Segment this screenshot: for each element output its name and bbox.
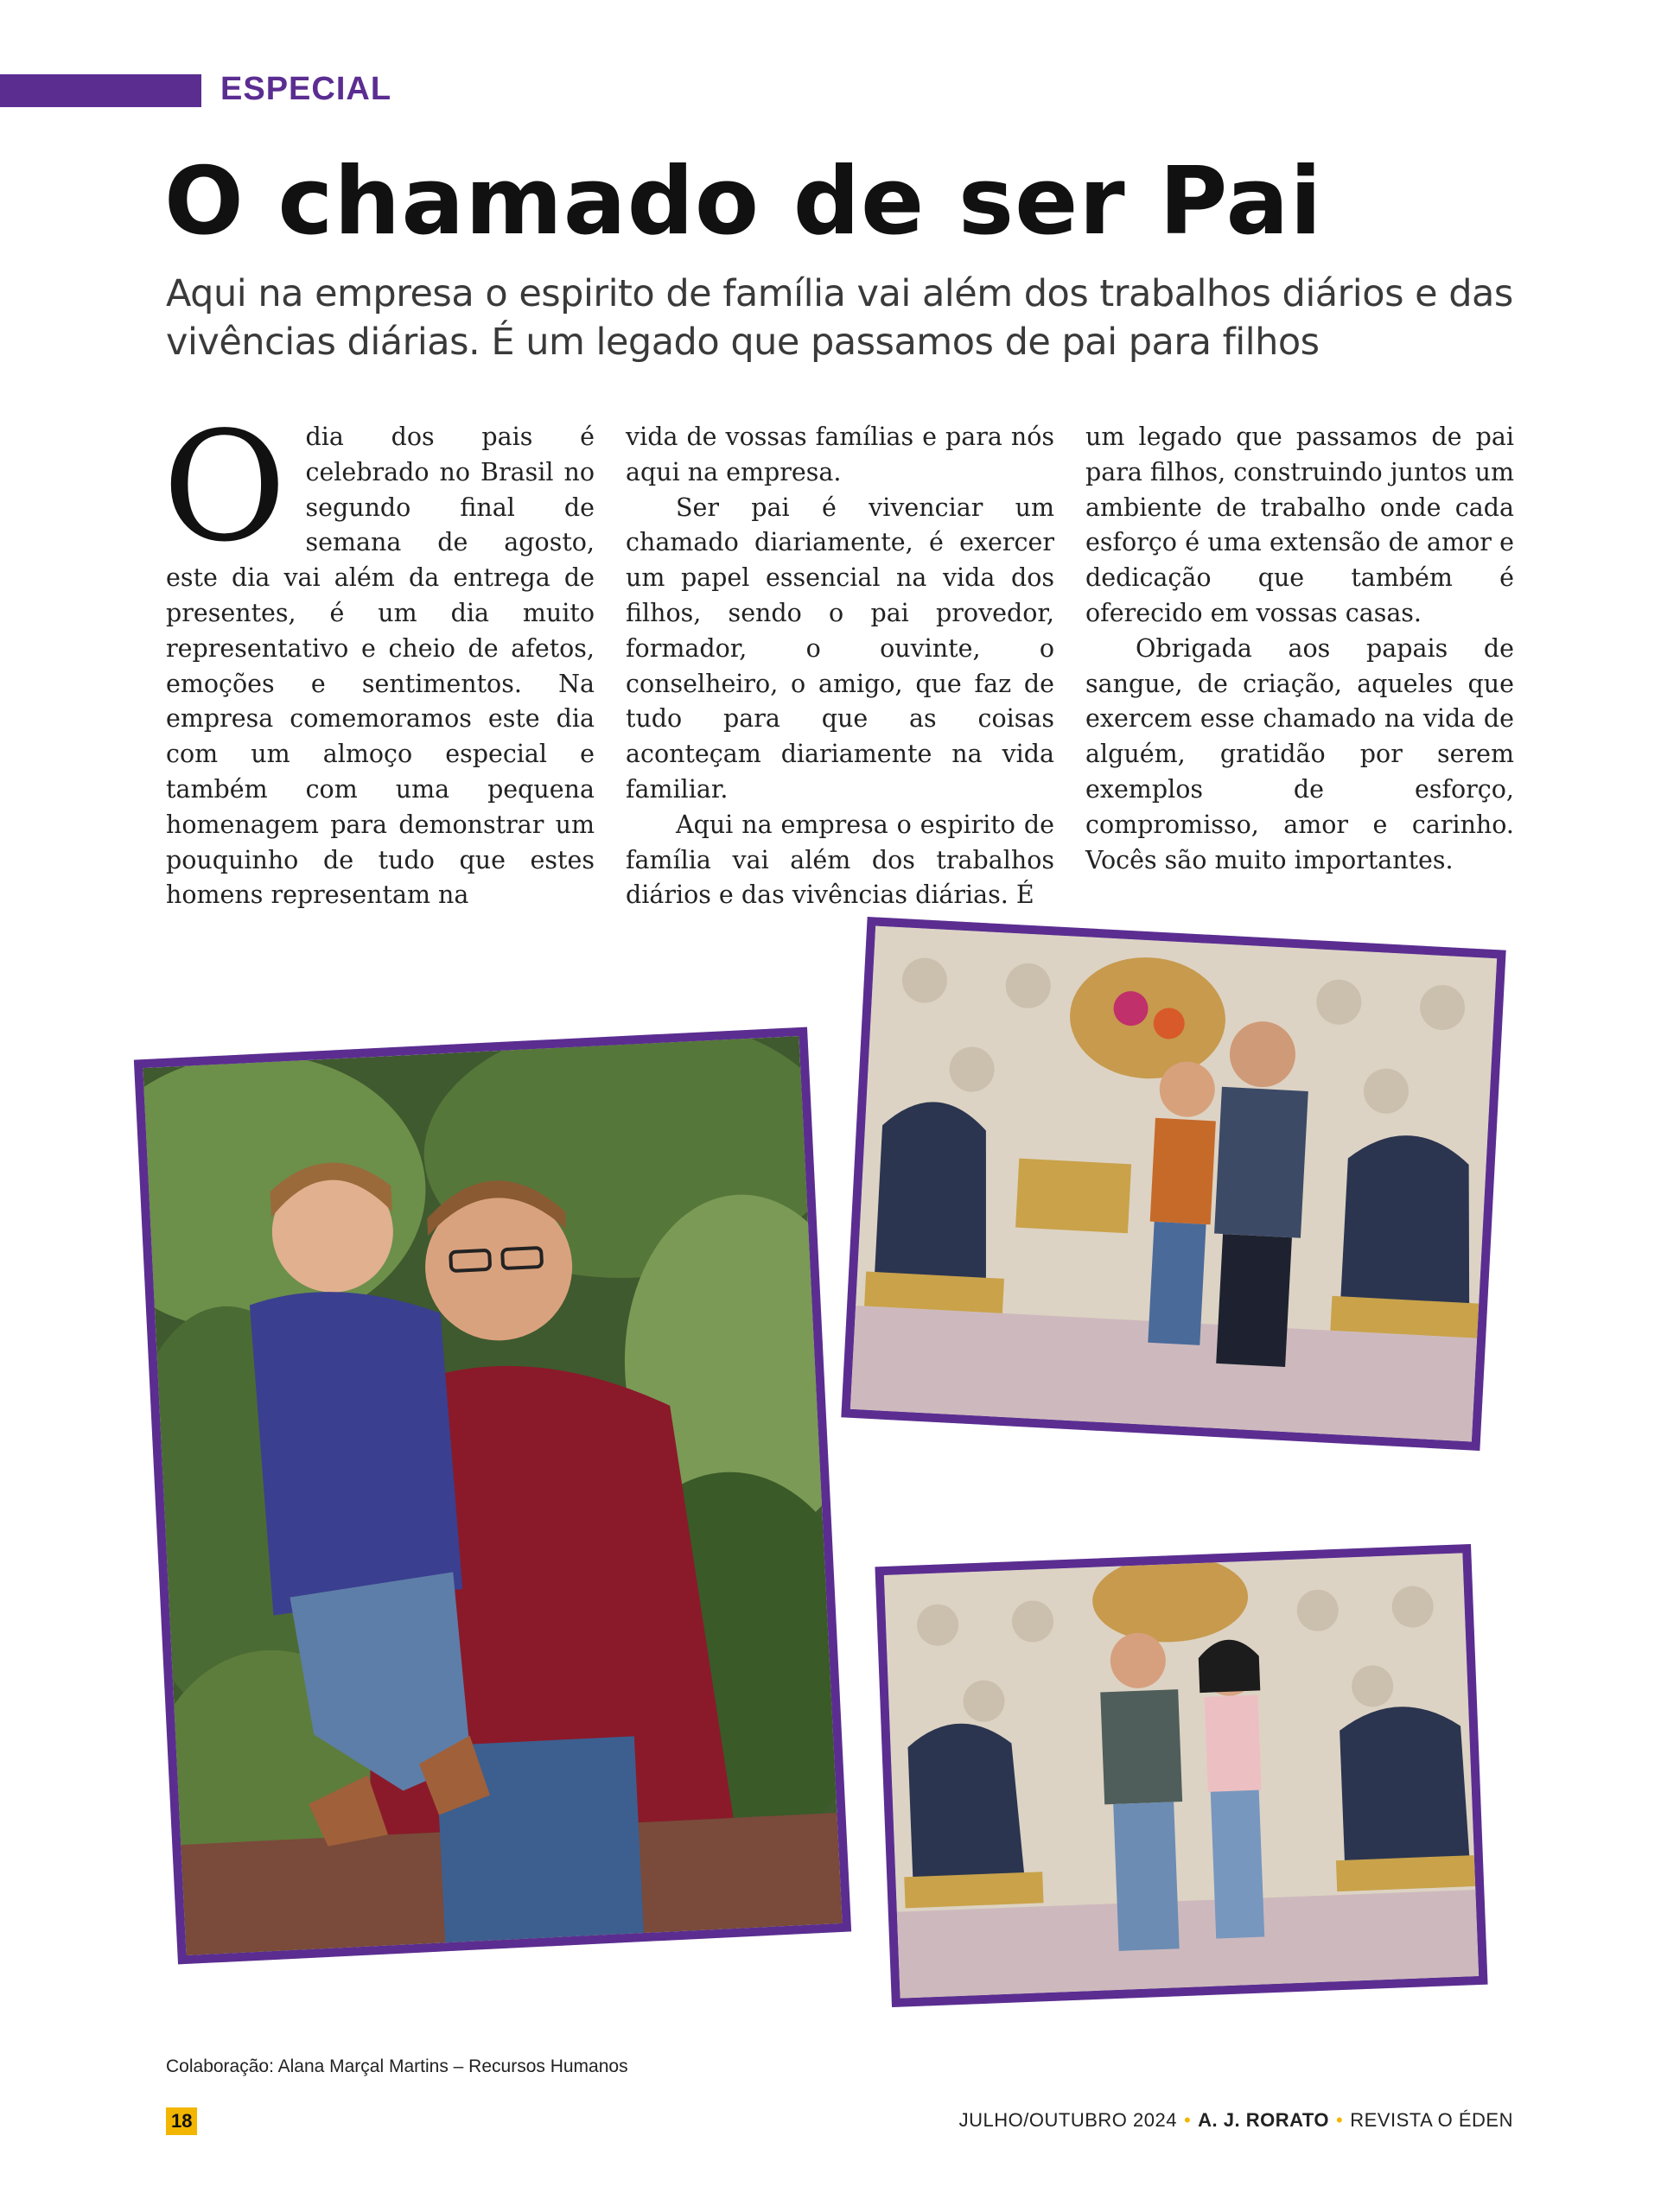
section-label: ESPECIAL: [220, 71, 392, 107]
drop-cap: O: [162, 400, 287, 575]
section-accent-bar: [0, 74, 201, 107]
photo-father-and-son-lounge: [841, 917, 1505, 1451]
paragraph-3-start: Aqui na empresa o espirito de família vai além dos trabalhos diários e das vivências diárias. É: [626, 810, 1054, 910]
footer-separator: •: [1336, 2109, 1344, 2131]
paragraph-2: Ser pai é vivenciar um chamado diariamente, é exercer um papel essencial na vida dos filhos, sendo o pai provedor, formador, o ouvinte, o conselheiro, o amigo, que faz de tudo para que as coisas aconteçam diariamente na vida familiar.: [626, 493, 1054, 804]
paragraph-1-start: dia dos pais é celebrado no Brasil no segundo final de semana de agosto, este dia vai além da entrega de presentes, é um dia muito representativo e cheio de afetos, emoções e sentimentos. Na empresa comemoramos este dia com um almoço especial e também com uma pequena homenagem para demonstrar um pouquinho de tudo que estes homens representam na: [166, 423, 595, 910]
photo-couple-lounge: [875, 1544, 1487, 2007]
page-number: 18: [166, 2107, 197, 2135]
text-column-1: [162, 400, 595, 913]
photo-father-and-son-garden: [134, 1027, 851, 1965]
article-title: O chamado de ser Pai: [164, 148, 1323, 256]
text-column-3: [1085, 420, 1514, 878]
footer-magazine: REVISTA O ÉDEN: [1350, 2109, 1513, 2131]
paragraph-1-end: vida de vossas famílias e para nós aqui na empresa.: [626, 423, 1054, 486]
footer-issue: JULHO/OUTUBRO 2024: [958, 2109, 1177, 2131]
article-subtitle: Aqui na empresa o espirito de família vai além dos trabalhos diários e das vivências diárias. É um legado que passamos de pai para filhos: [166, 272, 1513, 364]
photo-credit: Colaboração: Alana Marçal Martins – Recursos Humanos: [166, 2056, 628, 2076]
paragraph-4: Obrigada aos papais de sangue, de criação, aqueles que exercem esse chamado na vida de alguém, gratidão por serem exemplos de esforço, compromisso, amor e carinho. Vocês são muito importantes.: [1085, 633, 1514, 874]
footer-separator: •: [1183, 2109, 1192, 2131]
text-column-2: [626, 420, 1054, 913]
paragraph-3-end: um legado que passamos de pai para filhos, construindo juntos um ambiente de trabalho onde cada esforço é uma extensão de amor e dedicação que também é oferecido em vossas casas.: [1085, 423, 1514, 627]
footer-brand: A. J. RORATO: [1198, 2109, 1330, 2131]
footer-issue-info: [959, 2109, 1513, 2132]
